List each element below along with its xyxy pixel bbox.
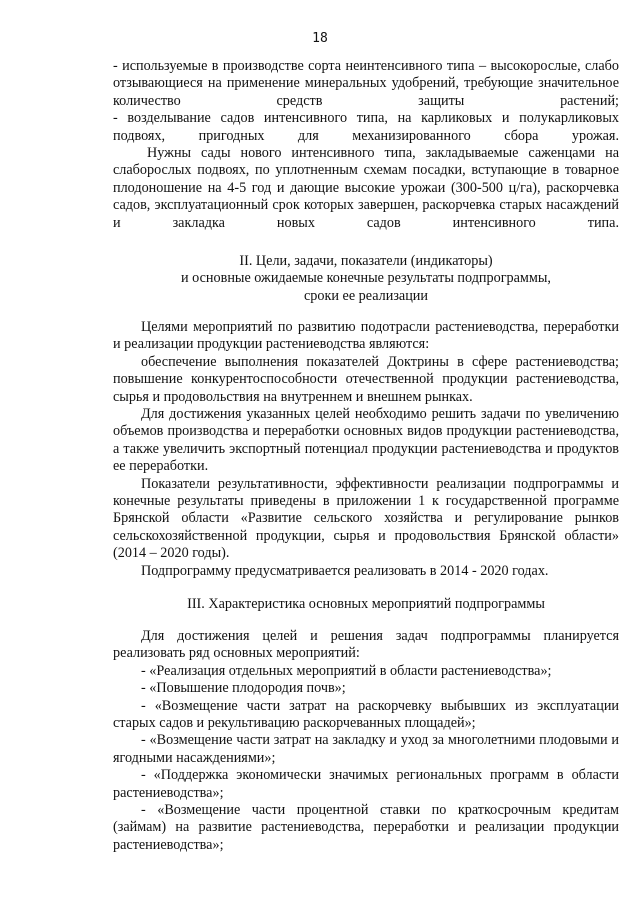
list-item: - «Возмещение части процентной ставки по краткосрочным кредитам (займам) на развитие растениеводства, переработки и реализации продукции растениеводства»; bbox=[113, 802, 619, 853]
section-3-heading: III. Характеристика основных мероприятий подпрограммы bbox=[187, 596, 545, 612]
list-item: - «Возмещение части затрат на закладку и уход за многолетними плодовыми и ягодными насаждениями»; bbox=[113, 732, 619, 766]
list-item: - «Возмещение части затрат на раскорчевку выбывших из эксплуатации старых садов и рекультивацию раскорчеванных площадей»; bbox=[113, 697, 619, 732]
paragraph: Для достижения указанных целей необходимо решить задачи по увеличению объемов производства и переработки основных видов продукции растениеводства, а также увеличить экспортный потенциал продукции растениеводства и продуктов ее переработки. bbox=[113, 406, 619, 475]
paragraph: Для достижения целей и решения задач подпрограммы планируется реализовать ряд основных мероприятий: bbox=[113, 628, 619, 662]
paragraph: - возделывание садов интенсивного типа, на карликовых и полукарликовых подвоях, пригодных для механизированного сбора урожая. bbox=[113, 110, 619, 144]
section-3-body bbox=[113, 628, 619, 854]
paragraph: Нужны сады нового интенсивного типа, закладываемые саженцами на слаборослых подвоях, по уплотненным схемам посадки, вступающие в товарное плодоношение на 4-5 год и дающие высокие урожаи (300-500 ц/га), раскорчевка садов, эксплуатационный срок которых завершен, раскорчевка старых насаждений и закладка новых садов интенсивного типа. bbox=[113, 145, 619, 231]
heading-line: и основные ожидаемые конечные результаты подпрограммы, bbox=[181, 270, 551, 287]
paragraph: обеспечение выполнения показателей Доктрины в сфере растениеводства; повышение конкурентоспособности отечественной продукции растениеводства, сырья и продовольствия на внутреннем и внешнем рынках. bbox=[113, 353, 619, 405]
page-number: 18 bbox=[312, 31, 328, 46]
paragraph: Целями мероприятий по развитию подотрасли растениеводства, переработки и реализации продукции растениеводства являются: bbox=[113, 319, 619, 353]
section-2-body bbox=[113, 319, 619, 580]
list-item: - «Поддержка экономически значимых региональных программ в области растениеводства»; bbox=[113, 767, 619, 801]
paragraph: Показатели результативности, эффективности реализации подпрограммы и конечные результаты приведены в приложении 1 к государственной программе Брянской области «Развитие сельского хозяйства и регулирование рынков сельскохозяйственной продукции, сырья и продовольствия Брянской области» (2014 – 2020 годы). bbox=[113, 475, 619, 562]
list-item: - «Реализация отдельных мероприятий в области растениеводства»; bbox=[141, 662, 552, 679]
heading-line: сроки ее реализации bbox=[304, 287, 428, 304]
section-2-heading bbox=[113, 253, 619, 305]
list-item: - «Повышение плодородия почв»; bbox=[141, 680, 346, 697]
heading-line: II. Цели, задачи, показатели (индикаторы) bbox=[239, 253, 493, 269]
paragraph: - используемые в производстве сорта неинтенсивного типа – высокорослые, слабо отзывающиеся на применение минеральных удобрений, требующие значительное количество средств защиты растений; bbox=[113, 58, 619, 109]
paragraph: Подпрограмму предусматривается реализовать в 2014 - 2020 годах. bbox=[141, 562, 549, 579]
intro-text bbox=[113, 58, 619, 232]
